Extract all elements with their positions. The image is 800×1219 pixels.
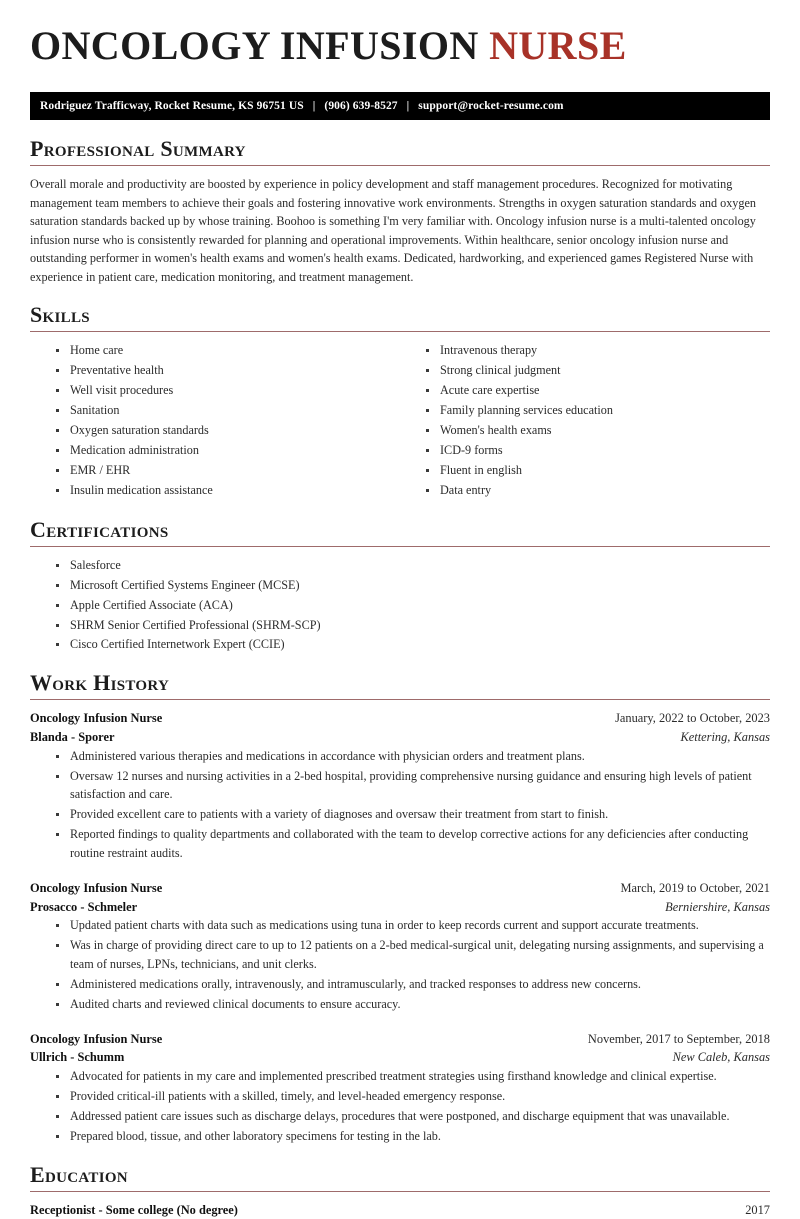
list-item: Updated patient charts with data such as medications using tuna in order to keep records current and support accurate treatments.	[56, 916, 770, 935]
section-divider-education	[30, 1191, 770, 1192]
skills-column-right	[400, 341, 770, 500]
skills-columns	[30, 341, 770, 500]
list-item: Provided critical-ill patients with a skilled, timely, and level-headed emergency response.	[56, 1087, 770, 1106]
contact-separator-2: |	[406, 100, 410, 112]
list-item: Fluent in english	[426, 461, 770, 480]
contact-bar	[30, 92, 770, 120]
list-item: ICD-9 forms	[426, 441, 770, 460]
job-bullets	[30, 916, 770, 1014]
job-dates: November, 2017 to September, 2018	[587, 1031, 770, 1046]
section-professional-summary	[30, 137, 770, 286]
education-entry	[30, 1201, 770, 1219]
list-item: Salesforce	[56, 556, 770, 575]
list-item: Provided excellent care to patients with a variety of diagnoses and oversaw their treatment from start to finish.	[56, 805, 770, 824]
job-company: Ullrich - Schumm	[30, 1050, 125, 1065]
list-item: Insulin medication assistance	[56, 481, 400, 500]
job-title: Oncology Infusion Nurse	[30, 1031, 163, 1046]
list-item: Sanitation	[56, 401, 400, 420]
job-dates: March, 2019 to October, 2021	[620, 881, 770, 896]
job-company-row	[30, 728, 770, 747]
list-item: Administered various therapies and medications in accordance with physician orders and treatment plans.	[56, 747, 770, 766]
work-history-entry	[30, 879, 770, 1014]
job-location: New Caleb, Kansas	[672, 1050, 770, 1065]
job-location: Kettering, Kansas	[680, 730, 770, 745]
job-company: Blanda - Sporer	[30, 730, 115, 745]
skills-column-left	[30, 341, 400, 500]
list-item: Audited charts and reviewed clinical documents to ensure accuracy.	[56, 995, 770, 1014]
section-certifications	[30, 518, 770, 655]
job-title: Oncology Infusion Nurse	[30, 881, 163, 896]
list-item: Acute care expertise	[426, 381, 770, 400]
job-bullets	[30, 747, 770, 863]
section-divider-certifications	[30, 546, 770, 547]
name-last: NURSE	[489, 23, 627, 68]
list-item: Home care	[56, 341, 400, 360]
section-education	[30, 1163, 770, 1219]
list-item: Preventative health	[56, 361, 400, 380]
section-divider-work-history	[30, 699, 770, 700]
list-item: Microsoft Certified Systems Engineer (MCSE)	[56, 576, 770, 595]
job-company-row	[30, 1048, 770, 1067]
contact-phone[interactable]: (906) 639-8527	[324, 100, 398, 112]
job-bullets	[30, 1067, 770, 1146]
section-skills	[30, 303, 770, 500]
list-item: SHRM Senior Certified Professional (SHRM-SCP)	[56, 616, 770, 635]
section-divider-summary	[30, 165, 770, 166]
job-dates: January, 2022 to October, 2023	[615, 711, 770, 726]
list-item: Addressed patient care issues such as discharge delays, procedures that were postponed, and discharge equipment that was unavailable.	[56, 1107, 770, 1126]
contact-separator-1: |	[312, 100, 316, 112]
work-history-entry	[30, 709, 770, 863]
education-title: Receptionist - Some college (No degree)	[30, 1202, 238, 1217]
list-item: Oversaw 12 nurses and nursing activities in a 2-bed hospital, providing comprehensive nursing guidance and ensuring high levels of patient satisfaction and care.	[56, 767, 770, 805]
list-item: Was in charge of providing direct care to up to 12 patients on a 2-bed medical-surgical unit, delegating nursing assignments, and supervising a team of nurses, LPNs, technicians, and unit clerks.	[56, 936, 770, 974]
list-item: Oxygen saturation standards	[56, 421, 400, 440]
name-first: ONCOLOGY INFUSION	[30, 23, 490, 68]
list-item: Well visit procedures	[56, 381, 400, 400]
section-divider-skills	[30, 331, 770, 332]
list-item: EMR / EHR	[56, 461, 400, 480]
section-heading-work-history: Work History	[30, 670, 170, 696]
list-item: Women's health exams	[426, 421, 770, 440]
summary-text: Overall morale and productivity are boosted by experience in policy development and staff management procedures. Recognized for motivating management team members to achieve their goals and fostering innovative work environments. Strengths in oxygen saturation standards and oxygen saturation standards backed up by whose training. Boohoo is something I'm very familiar with. Oncology infusion nurse is a multi-talented oncology infusion nurse who is consistently rewarded for planning and operational improvements. Within healthcare, senior oncology infusion nurse and outstanding performer in women's health exams and women's health exams. Dedicated, hardworking, and experienced games Registered Nurse with experience in patient care, medication monitoring, and treatment management.	[30, 177, 756, 284]
list-item: Reported findings to quality departments and collaborated with the team to develop corrective actions for any deficiencies after conducting routine restraint audits.	[56, 825, 770, 863]
list-item: Cisco Certified Internetwork Expert (CCIE)	[56, 635, 770, 654]
section-heading-skills: Skills	[30, 302, 90, 328]
list-item: Data entry	[426, 481, 770, 500]
contact-address: Rodriguez Trafficway, Rocket Resume, KS 96751 US	[40, 100, 304, 112]
job-title: Oncology Infusion Nurse	[30, 711, 163, 726]
job-title-row	[30, 879, 770, 898]
job-location: Berniershire, Kansas	[665, 899, 770, 914]
list-item: Strong clinical judgment	[426, 361, 770, 380]
certifications-list	[30, 556, 770, 655]
work-history-entry	[30, 1030, 770, 1146]
list-item: Administered medications orally, intravenously, and intramuscularly, and tracked responses to address new concerns.	[56, 975, 770, 994]
job-company: Prosacco - Schmeler	[30, 899, 138, 914]
section-heading-education: Education	[30, 1161, 128, 1187]
list-item: Medication administration	[56, 441, 400, 460]
list-item: Family planning services education	[426, 401, 770, 420]
list-item: Apple Certified Associate (ACA)	[56, 596, 770, 615]
page-title	[30, 0, 770, 70]
list-item: Prepared blood, tissue, and other laboratory specimens for testing in the lab.	[56, 1127, 770, 1146]
list-item: Advocated for patients in my care and implemented prescribed treatment strategies using firsthand knowledge and clinical expertise.	[56, 1067, 770, 1086]
job-title-row	[30, 709, 770, 728]
list-item: Intravenous therapy	[426, 341, 770, 360]
job-title-row	[30, 1030, 770, 1049]
education-year: 2017	[745, 1202, 770, 1217]
section-heading-summary: Professional Summary	[30, 136, 246, 161]
skills-list-left	[30, 341, 400, 499]
skills-list-right	[400, 341, 770, 499]
section-heading-certifications: Certifications	[30, 516, 169, 542]
contact-email[interactable]: support@rocket-resume.com	[418, 100, 564, 112]
section-work-history	[30, 671, 770, 1145]
job-company-row	[30, 898, 770, 917]
